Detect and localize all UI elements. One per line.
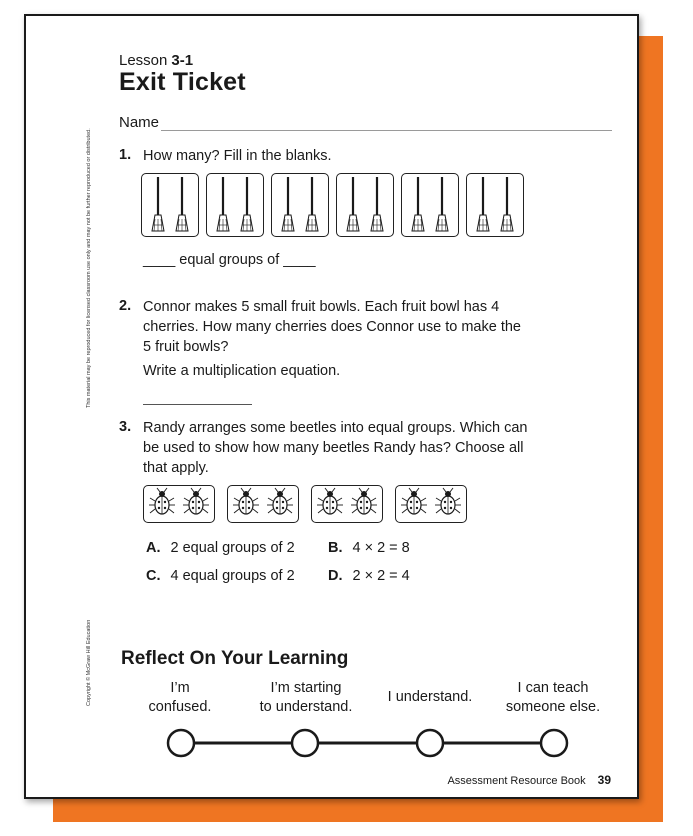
beetle-icon <box>400 487 428 522</box>
beetle-group-box <box>227 485 299 523</box>
q3-option-d[interactable] <box>328 568 410 584</box>
reflect-label-line: I’m <box>170 680 190 696</box>
beetle-group-box <box>143 485 215 523</box>
broom-icon <box>280 175 296 240</box>
beetle-icon <box>266 487 294 522</box>
reflect-circle-confused[interactable] <box>168 730 194 756</box>
broom-icon <box>475 175 491 240</box>
beetle-icon <box>316 487 344 522</box>
q2-number: 2. <box>119 298 132 314</box>
option-text: 2 equal groups of 2 <box>170 540 295 556</box>
broom-group-box <box>271 173 329 237</box>
broom-icon <box>150 175 166 240</box>
reflect-circle-teach[interactable] <box>541 730 567 756</box>
q3-line-2: be used to show how many beetles Randy has? Choose all <box>143 440 524 456</box>
broom-icon <box>369 175 385 240</box>
broom-group-box <box>336 173 394 237</box>
beetle-group-box <box>395 485 467 523</box>
page-title: Exit Ticket <box>119 68 246 96</box>
name-label: Name <box>119 114 160 131</box>
reflect-label-line: to understand. <box>259 699 353 715</box>
beetle-icon <box>434 487 462 522</box>
beetle-icon <box>232 487 260 522</box>
broom-icon <box>410 175 426 240</box>
reflect-label-line: I’m starting <box>270 680 342 696</box>
beetle-icon <box>350 487 378 522</box>
q1-text: How many? Fill in the blanks. <box>143 148 332 164</box>
q1-broom-groups <box>141 173 524 237</box>
q3-option-a[interactable] <box>146 540 295 556</box>
reflect-label-starting <box>246 679 366 717</box>
option-text: 2 × 2 = 4 <box>352 568 410 584</box>
option-letter: D. <box>328 568 343 584</box>
q3-beetle-groups <box>143 485 467 523</box>
broom-icon <box>215 175 231 240</box>
option-letter: B. <box>328 540 343 556</box>
broom-icon <box>434 175 450 240</box>
lesson-number: 3-1 <box>171 52 194 69</box>
worksheet-page <box>24 14 639 799</box>
broom-icon <box>239 175 255 240</box>
broom-group-box <box>466 173 524 237</box>
reflect-circle-starting[interactable] <box>292 730 318 756</box>
option-letter: A. <box>146 540 161 556</box>
q2-answer-line[interactable] <box>143 404 252 405</box>
reflect-label-teach <box>493 679 613 717</box>
beetle-icon <box>148 487 176 522</box>
broom-icon <box>499 175 515 240</box>
q2-text <box>143 297 521 357</box>
q3-option-b[interactable] <box>328 540 410 556</box>
q2-line-1: Connor makes 5 small fruit bowls. Each fruit bowl has 4 <box>143 299 500 315</box>
q2-instruction: Write a multiplication equation. <box>143 363 341 379</box>
name-input-line[interactable] <box>161 130 612 131</box>
option-text: 4 × 2 = 8 <box>352 540 410 556</box>
q1-number: 1. <box>119 147 132 163</box>
broom-icon <box>304 175 320 240</box>
option-text: 4 equal groups of 2 <box>170 568 295 584</box>
q3-option-c[interactable] <box>146 568 295 584</box>
reflect-label-line: I can teach <box>517 680 589 696</box>
reflect-label-line: I understand. <box>387 689 473 705</box>
q3-line-1: Randy arranges some beetles into equal groups. Which can <box>143 420 528 436</box>
reflect-title: Reflect On Your Learning <box>121 648 349 669</box>
broom-group-box <box>401 173 459 237</box>
q3-text <box>143 418 527 478</box>
lesson-label <box>119 52 193 69</box>
broom-group-box <box>141 173 199 237</box>
reflect-circle-understand[interactable] <box>417 730 443 756</box>
broom-icon <box>174 175 190 240</box>
beetle-group-box <box>311 485 383 523</box>
copyright-notice-top: This material may be reproduced for licensed classroom use only and may not be further reproduced or distributed. <box>86 128 92 408</box>
broom-icon <box>345 175 361 240</box>
page-number: 39 <box>597 773 611 787</box>
reflect-label-line: someone else. <box>505 699 601 715</box>
reflect-label-understand <box>370 688 490 707</box>
reflect-scale <box>161 726 581 760</box>
copyright-notice-bottom: Copyright © McGraw Hill Education <box>86 619 92 706</box>
option-letter: C. <box>146 568 161 584</box>
q2-line-2: cherries. How many cherries does Connor use to make the <box>143 319 521 335</box>
reflect-label-confused <box>130 679 230 717</box>
beetle-icon <box>182 487 210 522</box>
q2-line-3: 5 fruit bowls? <box>143 339 229 355</box>
q1-answer-blanks[interactable]: ____ equal groups of ____ <box>143 252 316 268</box>
page-footer <box>447 773 611 787</box>
q3-line-3: that apply. <box>143 460 209 476</box>
q3-number: 3. <box>119 419 132 435</box>
broom-group-box <box>206 173 264 237</box>
lesson-text: Lesson <box>119 52 168 69</box>
reflect-label-line: confused. <box>148 699 212 715</box>
footer-book-title: Assessment Resource Book <box>447 775 586 787</box>
